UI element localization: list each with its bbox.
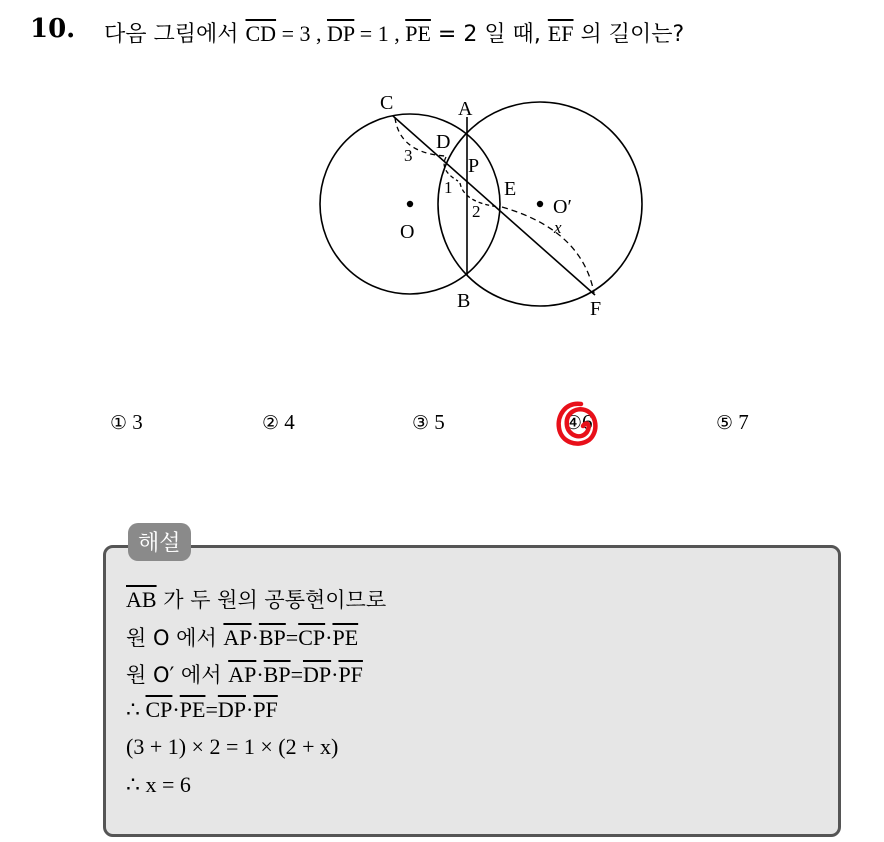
question-eq3: = 2 일 때,	[430, 22, 548, 47]
segment-dp: $\overline{DP}$	[302, 662, 332, 687]
solution-line-2-prefix: 원 O 에서	[126, 625, 224, 650]
segment-pe: $\overline{PE}$	[332, 624, 359, 650]
choice-5[interactable]	[716, 410, 749, 435]
segment-ab: $\overline{AB}$	[126, 587, 157, 612]
segment-ap: $\overline{AP}$	[228, 662, 257, 687]
choice-3[interactable]	[412, 410, 445, 435]
solution-line-1	[126, 584, 386, 622]
segment-dp: $\overline{DP}$	[326, 21, 355, 46]
geometry-figure	[300, 85, 660, 325]
question-number: 10.	[30, 14, 76, 44]
question-text	[104, 17, 684, 48]
length-ef: x	[554, 218, 562, 237]
solution-line-6: ∴ x = 6	[126, 771, 191, 797]
solution-tag: 해설	[128, 523, 191, 561]
center-o-dot	[407, 201, 413, 207]
segment-cp: $\overline{CP}$	[145, 696, 173, 722]
label-c: C	[380, 92, 394, 114]
segment-ef: $\overline{EF}$	[547, 21, 574, 46]
choice-3-number: ③	[412, 412, 430, 434]
dot: ·	[325, 624, 333, 650]
segment-pe: $\overline{PE}$	[405, 21, 431, 46]
label-p: P	[468, 155, 480, 177]
label-a: A	[458, 98, 473, 120]
segment-dp: $\overline{DP}$	[217, 696, 246, 722]
length-pe: 2	[472, 202, 481, 221]
label-e: E	[504, 178, 517, 200]
question-eq1: = 3 ,	[276, 21, 327, 46]
label-o: O	[400, 221, 415, 243]
dot: ·	[245, 696, 254, 722]
label-d: D	[436, 131, 451, 153]
arc-ef	[502, 207, 594, 293]
choice-3-value: 5	[434, 410, 445, 434]
label-o-prime: O′	[553, 196, 572, 218]
question-prefix: 다음 그림에서	[104, 22, 246, 47]
segment-cp: $\overline{CP}$	[298, 624, 326, 650]
dot: ·	[251, 624, 259, 650]
segment-ap: $\overline{AP}$	[223, 624, 252, 650]
segment-cd: $\overline{CD}$	[245, 21, 277, 46]
choice-5-number: ⑤	[716, 412, 734, 434]
choice-1-value: 3	[132, 410, 143, 434]
solution-line-5: (3 + 1) × 2 = 1 × (2 + x)	[126, 734, 339, 759]
answer-choices	[0, 410, 884, 440]
choice-4-number: ④	[565, 412, 583, 434]
solution-line-3-prefix: 원 O′ 에서	[126, 663, 229, 687]
label-b: B	[457, 290, 471, 312]
choice-4-value: 6	[582, 410, 593, 434]
choice-2-value: 4	[284, 410, 295, 434]
segment-bp: $\overline{BP}$	[258, 624, 286, 650]
choice-1-number: ①	[110, 412, 128, 434]
solution-content	[126, 584, 386, 809]
length-dp: 1	[444, 178, 453, 197]
segment-pe: $\overline{PE}$	[179, 696, 206, 722]
choice-5-value: 7	[738, 410, 749, 434]
length-cd: 3	[404, 146, 413, 165]
answer-circle-mark	[553, 398, 603, 452]
choice-2-number: ②	[262, 412, 280, 434]
choice-1[interactable]	[110, 410, 143, 435]
equals: =	[205, 696, 218, 722]
solution-line-3	[126, 659, 386, 697]
segment-pf: $\overline{PF}$	[253, 696, 278, 722]
center-o-prime-dot	[537, 201, 543, 207]
therefore-prefix: ∴	[126, 696, 146, 722]
dot: ·	[256, 662, 264, 687]
solution-line-4	[126, 697, 386, 735]
segment-pf: $\overline{PF}$	[338, 662, 363, 687]
question-eq2: = 1 ,	[354, 21, 406, 46]
choice-2[interactable]	[262, 410, 295, 435]
segment-bp: $\overline{BP}$	[263, 662, 291, 687]
solution-line-2	[126, 622, 386, 660]
dot: ·	[331, 662, 339, 687]
question-suffix: 의 길이는?	[573, 22, 685, 47]
solution-line-1-text: 가 두 원의 공통현이므로	[156, 588, 387, 612]
equals: =	[290, 662, 303, 687]
equals: =	[285, 624, 299, 650]
dot: ·	[172, 696, 180, 722]
label-f: F	[590, 298, 602, 320]
